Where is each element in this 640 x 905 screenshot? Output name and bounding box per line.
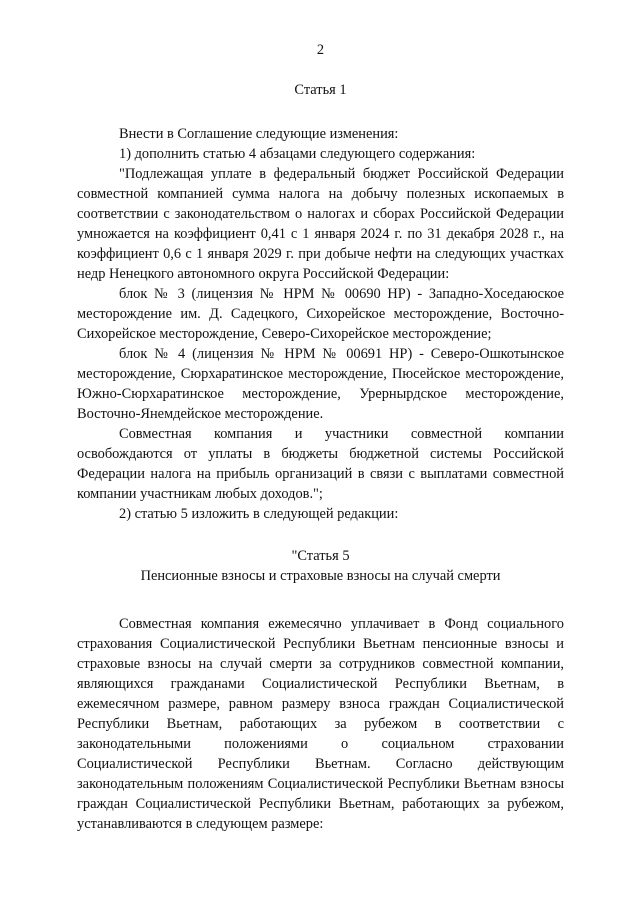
block-4-paragraph: блок № 4 (лицензия № НРМ № 00691 НР) - Северо-Ошкотынское месторождение, Сюрхаратинское месторождение, Пюсейское месторождение, Южно-Сюрхаратинское месторождение, Урернырдское месторождение, Восточно-Янемдейское месторождение. [77,346,564,422]
article-heading: Статья 1 [294,82,347,98]
quote-paragraph: "Подлежащая уплате в федеральный бюджет Российской Федерации совместной компанией сумма налога на добычу полезных ископаемых в соответствии с законодательством о налогах и сборах Российской Федерации умножается на коэффициент 0,41 с 1 января 2024 г. по 31 декабря 2028 г., на коэффициент 0,6 с 1 января 2029 г. при добыче нефти на следующих участках недр Ненецкого автономного округа Российской Федерации: [77,166,564,282]
document-page [77,40,564,834]
exemption-paragraph: Совместная компания и участники совместной компании освобождаются от уплаты в бюджеты бюджетной системы Российской Федерации налога на прибыль организаций в связи с выплатами совместной компании участникам любых доходов."; [77,426,564,502]
block-3-paragraph: блок № 3 (лицензия № НРМ № 00690 НР) - Западно-Хоседаюское месторождение им. Д. Садецкого, Сихорейское месторождение, Восточно-Сихорейское месторождение, Северо-Сихорейское месторождение; [77,286,564,342]
page-number: 2 [316,42,325,58]
item-2-line: 2) статью 5 изложить в следующей редакции: [119,506,399,522]
intro-line: 1) дополнить статью 4 абзацами следующего содержания: [119,146,476,162]
new-article-title: Пенсионные взносы и страховые взносы на случай смерти [140,568,501,584]
intro-line: Внести в Соглашение следующие изменения: [119,126,399,142]
new-article-heading: "Статья 5 [291,548,350,564]
final-paragraph: Совместная компания ежемесячно уплачивает в Фонд социального страхования Социалистической Республики Вьетнам пенсионные взносы и страховые взносы на случай смерти за сотрудников совместной компании, являющихся гражданами Социалистической Республики Вьетнам, в ежемесячном размере, равном размеру взноса граждан Социалистической Республики Вьетнам, работающих за рубежом в соответствии с законодательными положениями о социальном страховании Социалистической Республики Вьетнам. Согласно действующим законодательным положениям Социалистической Республики Вьетнам взносы граждан Социалистической Республики Вьетнам, работающих за рубежом, устанавливаются в следующем размере: [77,616,564,832]
